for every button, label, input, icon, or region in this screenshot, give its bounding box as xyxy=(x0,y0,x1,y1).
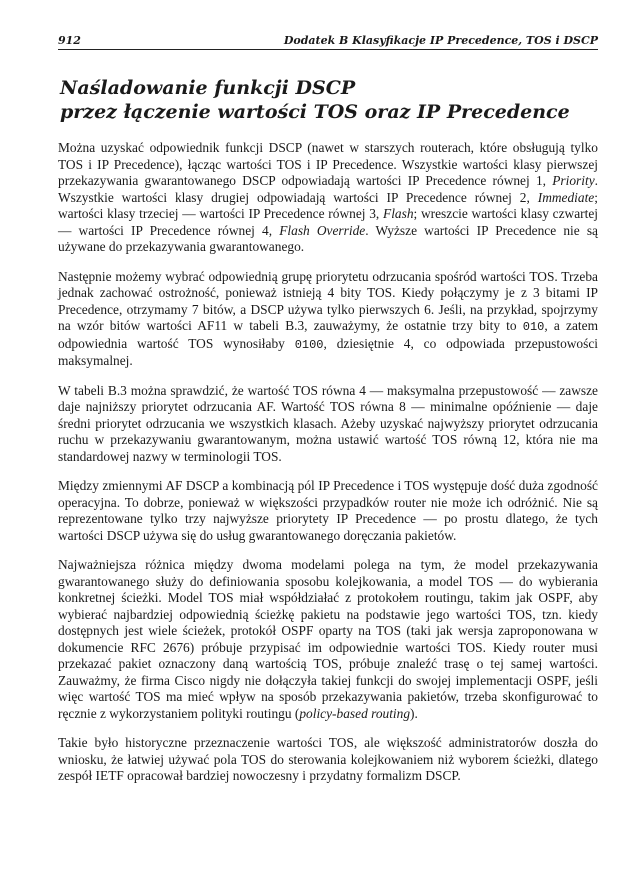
paragraph-5 xyxy=(58,557,598,722)
term-flash-override: Flash Override xyxy=(279,222,366,238)
text-run: ). xyxy=(410,705,418,721)
text-run: Można uzyskać odpowiednik funkcji DSCP (nawet w starszych routerach, które obsługują tylko TOS i IP Precedence), łącząc wartości TOS i IP Precedence. Wszystkie wartości klasy pierwszej przekazywania gwarantowanego DSCP odpowiadają wartości IP Precedence równej 1, xyxy=(58,140,598,188)
paragraph-6: Takie było historyczne przeznaczenie wartości TOS, ale większość administratorów doszła do wniosku, że łatwiej używać pola TOS do sterowania kolejkowaniem niż wyborem ścieżki, dlatego zespół IETF opracował bardziej nowoczesny i przydatny formalizm DSCP. xyxy=(58,735,598,783)
paragraph-2 xyxy=(58,269,598,370)
code-bits-010: 010 xyxy=(522,320,545,334)
code-bits-0100: 0100 xyxy=(294,337,324,352)
term-flash: Flash xyxy=(383,206,414,221)
term-immediate: Immediate xyxy=(537,189,595,205)
paragraph-1 xyxy=(58,140,598,256)
text-run: Najważniejsza różnica między dwoma modelami polega na tym, że model przekazywania gwarantowanego służy do definiowania sposobu kolejkowania, a model TOS — do wybierania konkretnej ścieżki. Model TOS miał współdziałać z protokołem routingu, takim jak OSPF, aby wybierać najbardziej odpowiednią ścieżkę pakietu na podstawie jego wartości TOS, tzn. kiedy dostępnych jest wiele ścieżek, protokół OSPF oparty na TOS (taki jak wersja zaproponowana w dokumencie RFC 2676) próbuje przypisać im odpowiednie wartości TOS. Kiedy router musi przekazać pakiet oznaczony daną wartością TOS, próbuje znaleźć trasę o tej samej wartości. Zauważmy, że firma Cisco nigdy nie dołączyła takiej funkcji do swojej implementacji OSPF, jeśli więc wartość TOS ma mieć wpływ na sposób przekazywania pakietów, trzeba skonfigurować to ręcznie z wykorzystaniem polityki routingu ( xyxy=(58,557,598,721)
running-header xyxy=(58,34,598,50)
text-run: Następnie możemy wybrać odpowiednią grupę priorytetu odrzucania spośród wartości TOS. Trzeba jednak zachować ostrożność, ponieważ istnieją 4 bity TOS. Kiedy połączymy je z 3 bitami IP Precedence, otrzymamy 7 bitów, a DSCP używa tylko pierwszych 6. Jeśli, na przykład, spojrzymy na wzór bitów wartości AF11 w tabeli B.3, zauważymy, że ostatnie trzy bity to xyxy=(58,268,598,333)
running-title: Dodatek B Klasyfikacje IP Precedence, TOS i DSCP xyxy=(283,34,598,47)
paragraph-4: Między zmiennymi AF DSCP a kombinacją pól IP Precedence i TOS występuje dość duża zgodność operacyjna. To dobrze, ponieważ w większości przypadków router nie może ich odróżnić. Nie są reprezentowane tylko trzy najwyższe priorytety IP Precedence — po prostu dlatego, że tych wartości DSCP używa się do usług gwarantowanego doręczania pakietów. xyxy=(58,478,598,543)
text-run: . Wszystkie wartości klasy drugiej odpowiadają wartości IP Precedence równej 2, xyxy=(58,173,598,205)
paragraph-3: W tabeli B.3 można sprawdzić, że wartość TOS równa 4 — maksymalna przepustowość — zawsze daje najniższy priorytet odrzucania AF. Wartość TOS równa 8 — minimalne opóźnienie — daje średni priorytet odrzucania we wszystkich klasach. Ażeby uzyskać najwyższy priorytet odrzucania ruchu w przekazywaniu gwarantowanym, można ustawić wartość TOS równą 12, która nie ma standardowej nazwy w terminologii TOS. xyxy=(58,382,598,464)
page-number: 912 xyxy=(58,34,81,47)
term-policy-based-routing: policy-based routing xyxy=(299,705,411,721)
text-run: ; wreszcie wartości klasy czwartej — wartości IP Precedence równej 4, xyxy=(58,206,599,238)
text-run: . Wyższe wartości IP Precedence nie są używane do przekazywania gwarantowanego. xyxy=(58,222,598,254)
text-run: ; wartości klasy trzeciej — wartości IP Precedence równej 3, xyxy=(58,189,598,221)
book-page xyxy=(58,34,598,798)
section-title xyxy=(60,76,598,124)
section-title-line-1: Naśladowanie funkcji DSCP xyxy=(60,77,356,99)
text-run: , dziesiętnie 4, co odpowiada przepustowości maksymalnej. xyxy=(58,335,599,368)
text-run: , a zatem odpowiednia wartość TOS wynosiłaby xyxy=(58,318,599,351)
term-priority: Priority xyxy=(552,173,595,188)
section-title-line-2: przez łączenie wartości TOS oraz IP Precedence xyxy=(60,101,570,123)
